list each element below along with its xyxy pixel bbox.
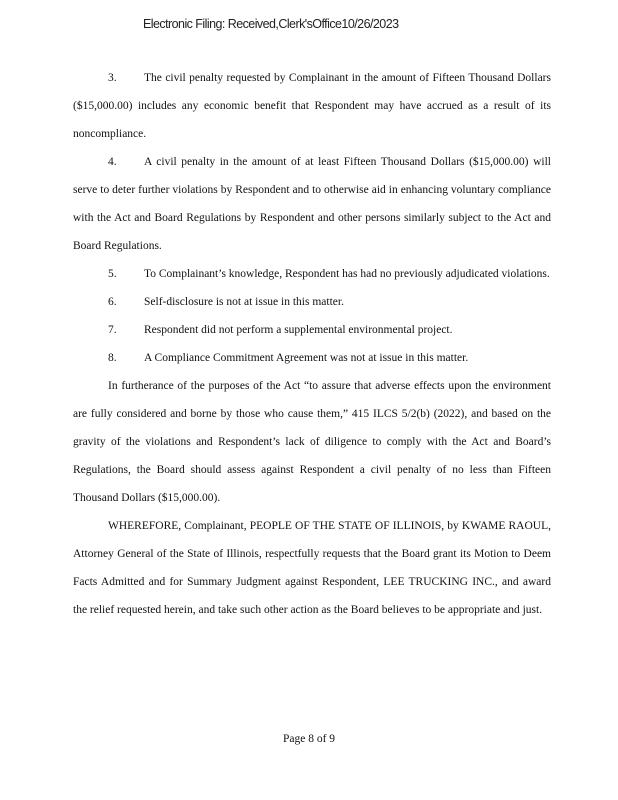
paragraph-text: Self-disclosure is not at issue in this matter. xyxy=(144,296,344,308)
paragraph-text: WHEREFORE, Complainant, PEOPLE OF THE STATE OF ILLINOIS, by KWAME RAOUL, Attorney General of the State of Illinois, respectfully requests that the Board grant its Motion to Deem Facts Admitted and for Summary Judgment against Respondent, LEE TRUCKING INC., and award the relief requested herein, and take such other action as the Board believes to be appropriate and just. xyxy=(73,520,551,616)
paragraph-furtherance xyxy=(73,372,551,512)
paragraph-7 xyxy=(73,316,551,344)
paragraph-text: To Complainant’s knowledge, Respondent has had no previously adjudicated violations. xyxy=(144,268,550,280)
document-body xyxy=(73,64,551,624)
paragraph-3 xyxy=(73,64,551,148)
paragraph-text: A civil penalty in the amount of at least Fifteen Thousand Dollars ($15,000.00) will serve to deter further violations by Respondent and to otherwise aid in enhancing voluntary compliance with the Act and Board Regulations by Respondent and other persons similarly subject to the Act and Board Regulations. xyxy=(73,156,551,252)
paragraph-5 xyxy=(73,260,551,288)
paragraph-text: The civil penalty requested by Complainant in the amount of Fifteen Thousand Dollars ($15,000.00) includes any economic benefit that Respondent may have accrued as a result of its noncompliance. xyxy=(73,72,551,140)
paragraph-number: 7. xyxy=(108,324,117,336)
paragraph-6 xyxy=(73,288,551,316)
filing-stamp: Electronic Filing: Received,Clerk'sOffice10/26/2023 xyxy=(143,17,399,31)
paragraph-number: 3. xyxy=(108,72,117,84)
paragraph-wherefore xyxy=(73,512,551,624)
paragraph-8 xyxy=(73,344,551,372)
paragraph-number: 4. xyxy=(108,156,117,168)
paragraph-text: In furtherance of the purposes of the Act “to assure that adverse effects upon the environment are fully considered and borne by those who cause them,” 415 ILCS 5/2(b) (2022), and based on the gravity of the violations and Respondent’s lack of diligence to comply with the Act and Board’s Regulations, the Board should assess against Respondent a civil penalty of no less than Fifteen Thousand Dollars ($15,000.00). xyxy=(73,380,551,504)
paragraph-number: 5. xyxy=(108,268,117,280)
paragraph-text: A Compliance Commitment Agreement was not at issue in this matter. xyxy=(144,352,469,364)
paragraph-number: 6. xyxy=(108,296,117,308)
paragraph-number: 8. xyxy=(108,352,117,364)
page-number: Page 8 of 9 xyxy=(282,733,336,745)
paragraph-4 xyxy=(73,148,551,260)
paragraph-text: Respondent did not perform a supplemental environmental project. xyxy=(144,324,453,336)
